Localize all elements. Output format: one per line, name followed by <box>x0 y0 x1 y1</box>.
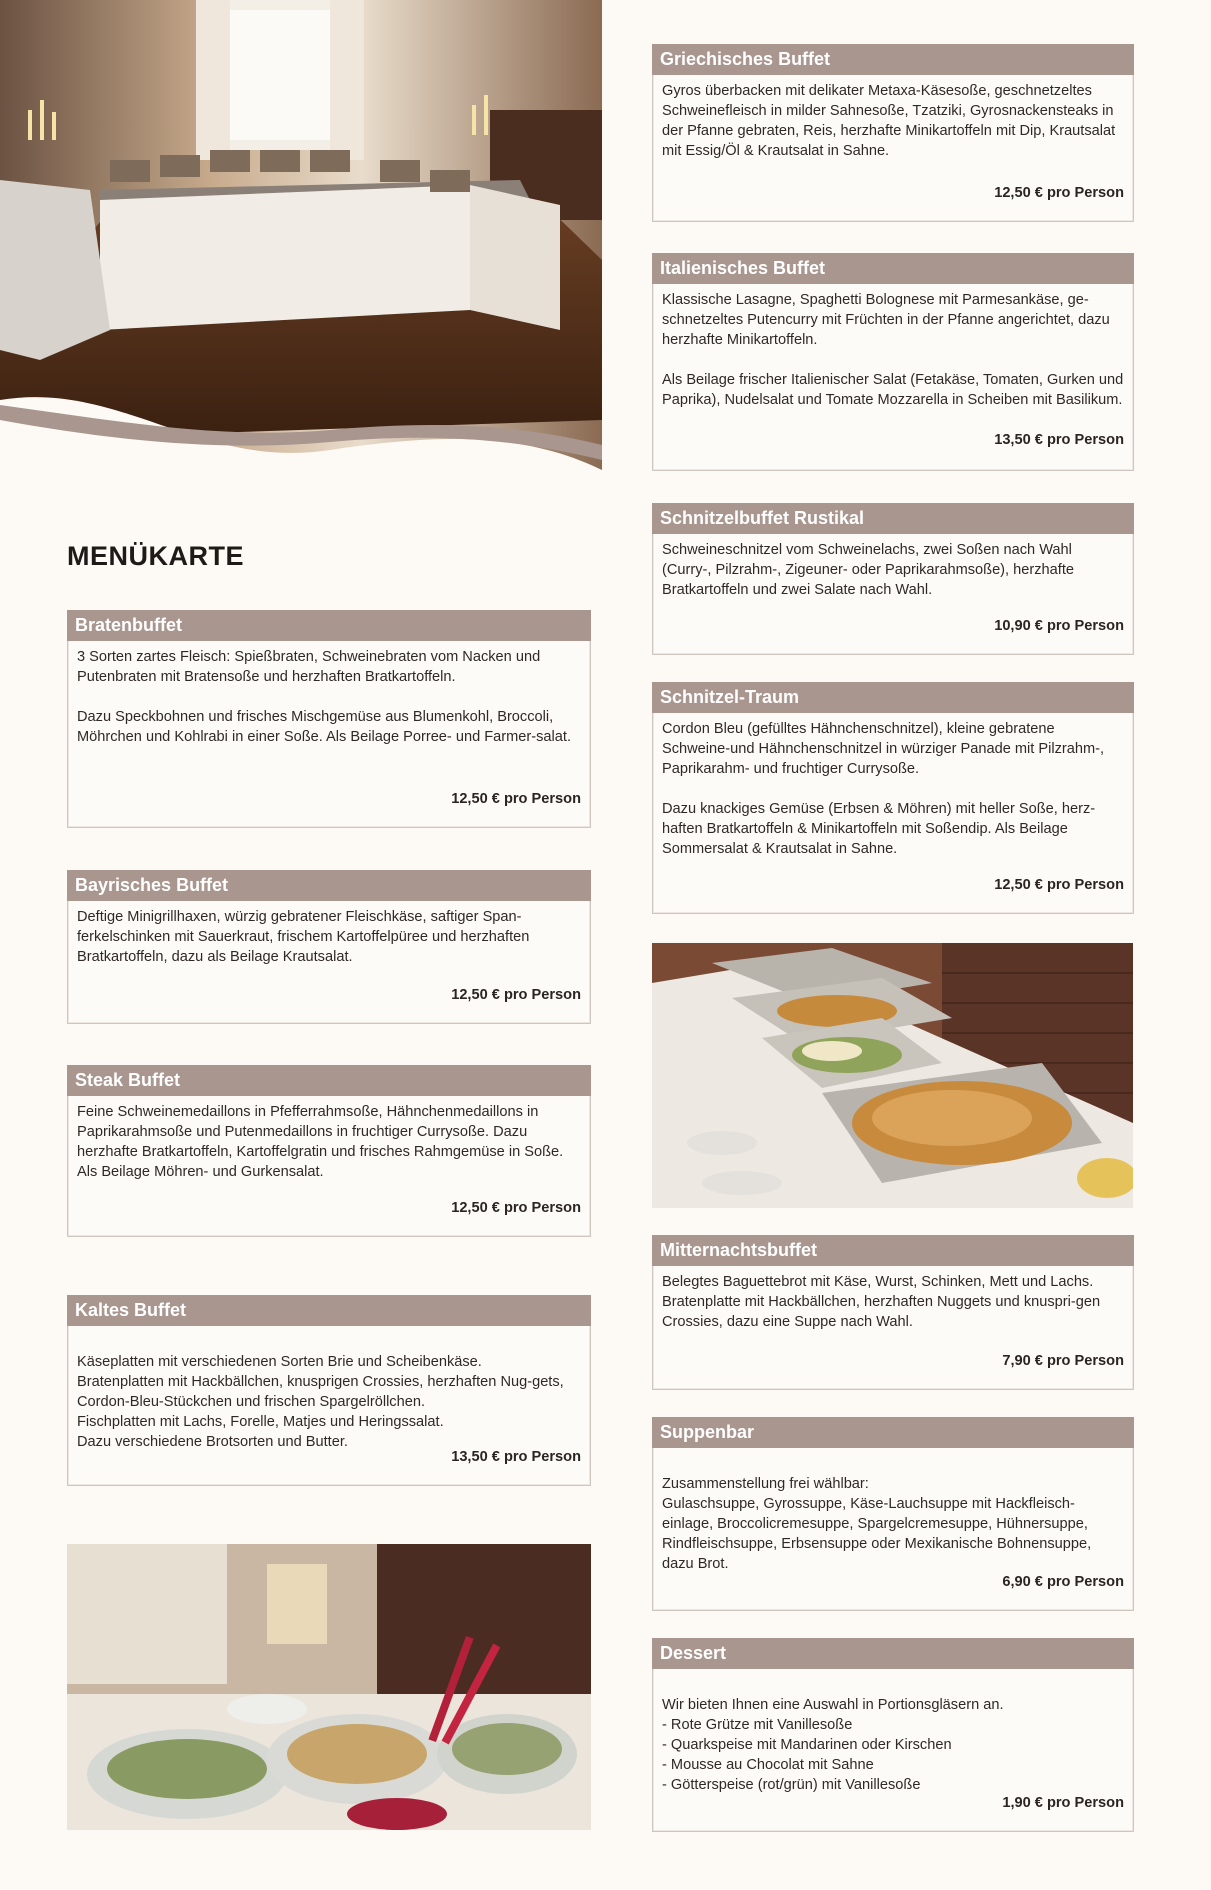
card-paragraph: Dazu knackiges Gemüse (Erbsen & Möhren) mit heller Soße, herz-haften Bratkartoffeln & Minikartoffeln mit Soßendip. Als Beilage Sommersalat & Krautsalat in Sahne. <box>662 801 1096 857</box>
card-description <box>653 713 1133 859</box>
card-description <box>653 1266 1133 1332</box>
card-paragraph: Deftige Minigrillhaxen, würzig gebratener Fleischkäse, saftiger Span-ferkelschinken mit Sauerkraut, frischem Kartoffelpüree und herzhaften Bratkartoffeln, dazu als Beilage Krautsalat. <box>77 909 530 965</box>
menu-title: MENÜKARTE <box>67 541 244 571</box>
card-title: Mitternachtsbuffet <box>652 1235 1134 1266</box>
card-paragraph: 3 Sorten zartes Fleisch: Spießbraten, Schweinebraten vom Nacken und Putenbraten mit Bratensoße und herzhaften Bratkartoffeln. <box>77 649 541 685</box>
card-title: Bayrisches Buffet <box>67 870 591 901</box>
card-price: 13,50 € pro Person <box>994 432 1124 448</box>
menu-card-suppenbar <box>652 1417 1134 1611</box>
card-price: 13,50 € pro Person <box>451 1449 581 1465</box>
card-price: 12,50 € pro Person <box>451 1200 581 1216</box>
card-price: 1,90 € pro Person <box>1002 1795 1124 1811</box>
card-paragraph: Cordon Bleu (gefülltes Hähnchenschnitzel), kleine gebratene Schweine-und Hähnchenschnitzel in würziger Panade mit Pilzrahm-, Paprikarahm- und fruchtiger Currysoße. <box>662 721 1105 777</box>
menu-card-schnitzelbuffet <box>652 503 1134 655</box>
card-title: Dessert <box>652 1638 1134 1669</box>
card-paragraph: Schweineschnitzel vom Schweinelachs, zwei Soßen nach Wahl (Curry-, Pilzrahm-, Zigeuner- oder Paprikarahmsoße), herzhafte Bratkartoffeln und zwei Salate nach Wahl. <box>662 542 1075 598</box>
card-price: 10,90 € pro Person <box>994 618 1124 634</box>
card-title: Steak Buffet <box>67 1065 591 1096</box>
card-title: Italienisches Buffet <box>652 253 1134 284</box>
card-title: Kaltes Buffet <box>67 1295 591 1326</box>
card-paragraph: Gyros überbacken mit delikater Metaxa-Käsesoße, geschnetzeltes Schweinefleisch in milder Sahnesoße, Tzatziki, Gyrosnackensteaks in der Pfanne gebraten, Reis, herzhafte Minikartoffeln mit Dip, Krautsalat mit Essig/Öl & Krautsalat in Sahne. <box>662 83 1116 159</box>
card-title: Griechisches Buffet <box>652 44 1134 75</box>
card-price: 6,90 € pro Person <box>1002 1574 1124 1590</box>
menu-card-schnitzeltraum <box>652 682 1134 914</box>
card-paragraph: Käseplatten mit verschiedenen Sorten Brie und Scheibenkäse. Bratenplatten mit Hackbällchen, knusprigen Crossies, herzhaften Nug-gets, Cordon-Bleu-Stückchen und frischen Spargelröllchen. Fischplatten mit Lachs, Forelle, Matjes und Heringssalat. Dazu verschiedene Brotsorten und Butter. <box>77 1354 564 1450</box>
card-paragraph: Dazu Speckbohnen und frisches Mischgemüse aus Blumenkohl, Broccoli, Möhrchen und Kohlrabi in einer Soße. Als Beilage Porree- und Farmer-salat. <box>77 709 572 745</box>
card-title: Schnitzelbuffet Rustikal <box>652 503 1134 534</box>
buffet-room-photo <box>0 0 602 482</box>
card-description <box>653 1669 1133 1815</box>
salad-buffet-photo <box>67 1544 591 1830</box>
card-description <box>653 534 1133 600</box>
card-description <box>653 284 1133 410</box>
menu-card-griechisches <box>652 44 1134 222</box>
card-price: 12,50 € pro Person <box>451 791 581 807</box>
menu-card-dessert <box>652 1638 1134 1832</box>
card-price: 12,50 € pro Person <box>451 987 581 1003</box>
card-price: 7,90 € pro Person <box>1002 1353 1124 1369</box>
menu-card-bratenbuffet <box>67 610 591 828</box>
card-paragraph: Feine Schweinemedaillons in Pfefferrahmsoße, Hähnchenmedaillons in Paprikarahmsoße und Putenmedaillons in fruchtiger Currysoße. Dazu herzhafte Bratkartoffeln, Kartoffelgratin und frisches Rahmgemüse in Soße. Als Beilage Möhren- und Gurkensalat. <box>77 1104 564 1180</box>
menu-card-italienisches <box>652 253 1134 471</box>
card-title: Schnitzel-Traum <box>652 682 1134 713</box>
card-paragraph: Zusammenstellung frei wählbar: Gulaschsuppe, Gyrossuppe, Käse-Lauchsuppe mit Hackfleisch-einlage, Broccolicremesuppe, Spargelcremesuppe, Hühnersuppe, Rindfleischsuppe, Erbsensuppe oder Mexikanische Bohnensuppe, dazu Brot. <box>662 1476 1092 1572</box>
card-description <box>653 75 1133 161</box>
card-description <box>68 1096 590 1182</box>
card-description <box>68 901 590 967</box>
chafing-dishes-photo <box>652 943 1133 1208</box>
menu-card-bayrisches <box>67 870 591 1024</box>
card-paragraph: Belegtes Baguettebrot mit Käse, Wurst, Schinken, Mett und Lachs. Bratenplatte mit Hackbällchen, herzhaften Nuggets und knuspri-gen Crossies, dazu eine Suppe nach Wahl. <box>662 1274 1101 1330</box>
card-paragraph: Klassische Lasagne, Spaghetti Bolognese mit Parmesankäse, ge-schnetzeltes Putencurry mit Früchten in der Pfanne angerichtet, dazu herzhafte Minikartoffeln. <box>662 292 1110 348</box>
card-description <box>68 641 590 747</box>
card-price: 12,50 € pro Person <box>994 185 1124 201</box>
card-description <box>653 1448 1133 1594</box>
menu-card-steak <box>67 1065 591 1237</box>
card-paragraph: Als Beilage frischer Italienischer Salat (Fetakäse, Tomaten, Gurken und Paprika), Nudelsalat und Tomate Mozzarella in Scheiben mit Basilikum. <box>662 372 1124 408</box>
menu-card-mitternachts <box>652 1235 1134 1390</box>
card-paragraph: Wir bieten Ihnen eine Auswahl in Portionsgläsern an. - Rote Grütze mit Vanillesoße - Quarkspeise mit Mandarinen oder Kirschen - Mousse au Chocolat mit Sahne - Götterspeise (rot/grün) mit Vanillesoße <box>662 1697 1004 1793</box>
card-title: Suppenbar <box>652 1417 1134 1448</box>
menu-card-kaltes <box>67 1295 591 1486</box>
card-title: Bratenbuffet <box>67 610 591 641</box>
card-price: 12,50 € pro Person <box>994 877 1124 893</box>
